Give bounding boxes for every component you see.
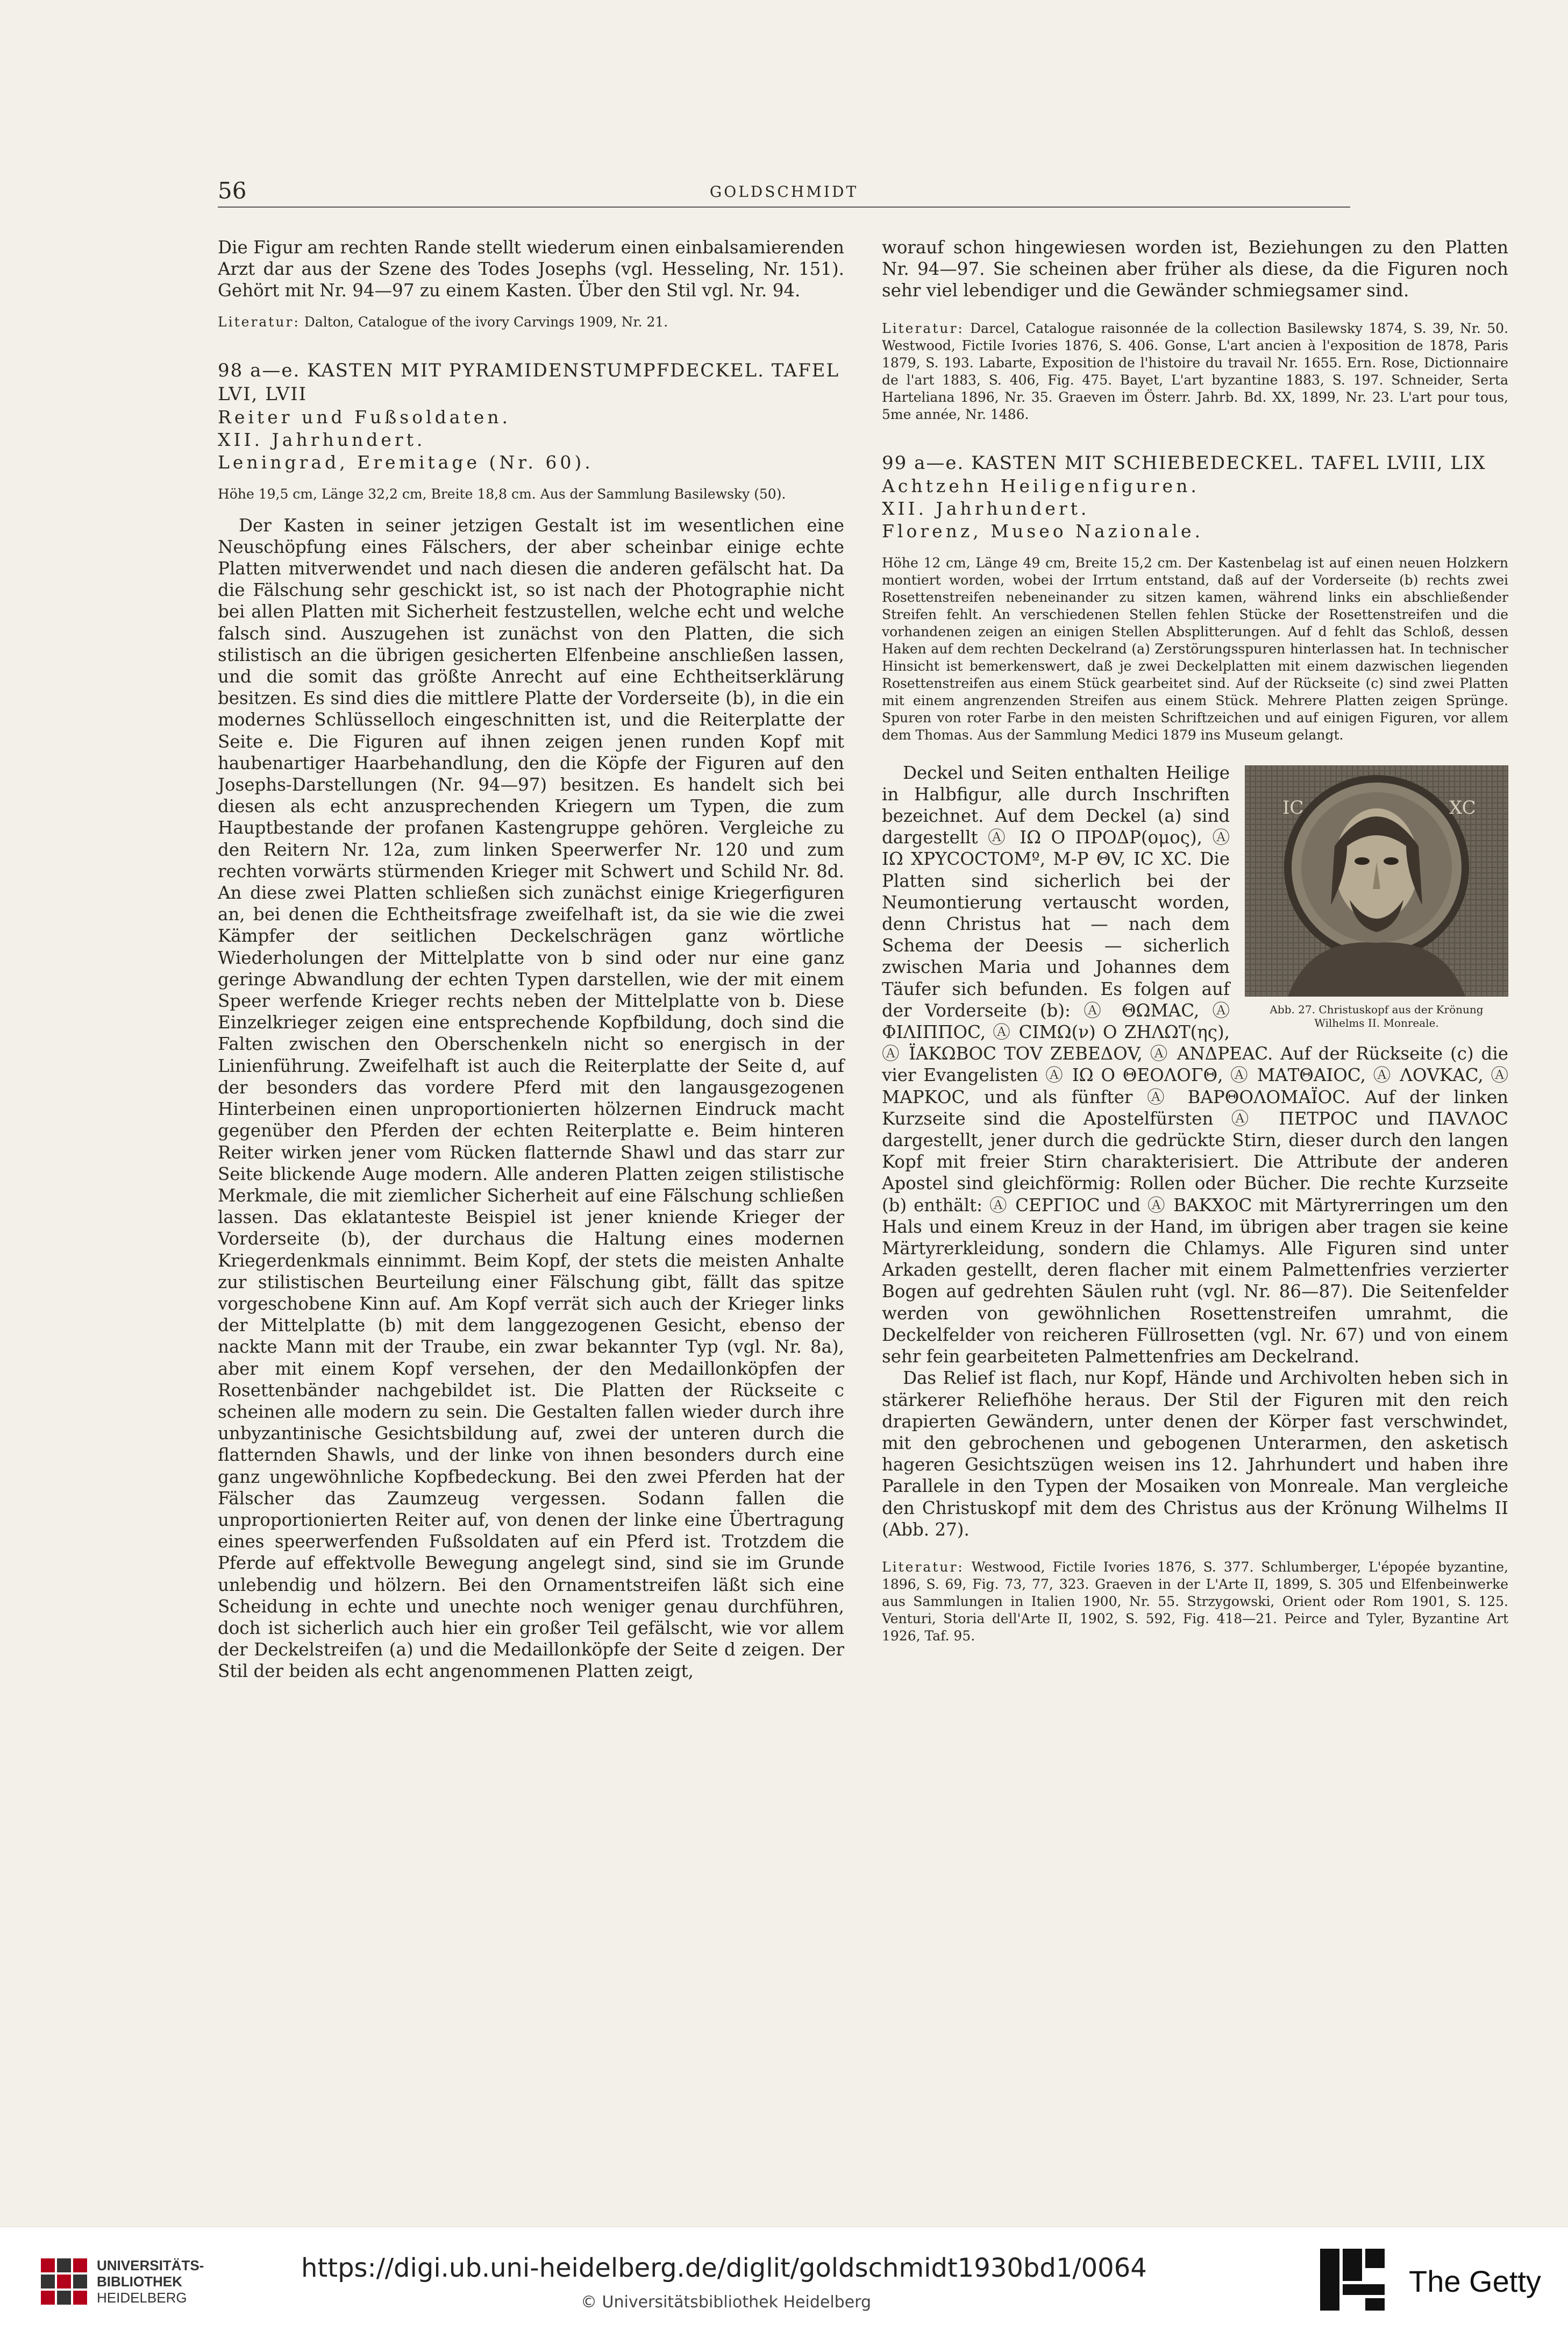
literature-text: Westwood, Fictile Ivories 1876, S. 377. Schlumberger, L'épopée byzantine, 1896, S. 69, Fig. 73, 77, 323. Graeven in der L'Arte II, 1899, S. 305 und Elfenbeinwerke aus Sammlungen in Italien 1900, Nr. 55. Strzygowski, Orient oder Rom 1901, S. 125. Venturi, Storia dell'Arte II, 1902, S. 592, Fig. 418—21. Peirce and Tyler, Byzantine Art 1926, Taf. 95. <box>882 1559 1509 1644</box>
literature-text: Darcel, Catalogue raisonnée de la collection Basilewsky 1874, S. 39, Nr. 50. Westwood, Fictile Ivories 1876, S. 406. Gonse, L'art ancien à l'exposition de 1878, Paris 1879, S. 193. Labarte, Exposition de l'histoire du travail Nr. 1655. Ern. Rose, Dictionnaire de l'art 1883, S. 406, Fig. 475. Bayet, L'art byzantine 1883, S. 197. Schneider, Serta Harteliana 1896, Nr. 35. Graeven im Österr. Jahrb. Bd. XX, 1899, Nr. 23. L'art pour tous, 5me année, Nr. 1486. <box>882 320 1508 422</box>
mosaic-image <box>1245 765 1508 997</box>
header-rule <box>218 207 1350 208</box>
literature-text: Dalton, Catalogue of the ivory Carvings 1909, Nr. 21. <box>304 314 668 330</box>
literature-label: Literatur: <box>218 314 300 330</box>
literature-99 <box>882 1559 1508 1645</box>
library-name-line3: HEIDELBERG <box>97 2290 187 2306</box>
intro-paragraph: Die Figur am rechten Rande stellt wiederum einen einbalsamierenden Arzt dar aus der Szene des Todes Josephs (vgl. Hesseling, Nr. 151). Gehört mit Nr. 94—97 zu einem Kasten. Über den Stil vgl. Nr. 94. <box>218 237 844 301</box>
svg-text:XC: XC <box>1449 797 1476 819</box>
literature-98 <box>882 320 1508 423</box>
right-column <box>882 237 1508 1645</box>
entry-99-title: 99 a—e. KASTEN MIT SCHIEBEDECKEL. TAFEL LVIII, LIX <box>882 452 1486 474</box>
library-name-line1: UNIVERSITÄTS- <box>97 2257 204 2273</box>
literature-label: Literatur: <box>882 320 964 336</box>
figure-christ-mosaic <box>1245 765 1508 1030</box>
entry-99-location: Florenz, Museo Nazionale. <box>882 520 1203 542</box>
literature-97 <box>218 314 844 331</box>
library-name <box>97 2257 204 2306</box>
entry-99-subject: Achtzehn Heiligenfiguren. <box>882 475 1200 496</box>
library-name-line2: BIBLIOTHEK <box>97 2273 182 2290</box>
figure-caption: Abb. 27. Christuskopf aus der Krönung Wilhelms II. Monreale. <box>1270 1003 1484 1029</box>
copyright-notice: © Universitätsbibliothek Heidelberg <box>581 2293 872 2312</box>
entry-98-dimensions: Höhe 19,5 cm, Länge 32,2 cm, Breite 18,8 cm. Aus der Sammlung Basilewsky (50). <box>218 486 786 502</box>
entry-98-subject: Reiter und Fußsoldaten. <box>218 406 511 428</box>
entry-98-title: 98 a—e. KASTEN MIT PYRAMIDENSTUMPFDECKEL. TAFEL LVI, LVII <box>218 359 840 405</box>
literature-label: Literatur: <box>882 1559 964 1575</box>
viewer-footer <box>0 2227 1568 2331</box>
entry-99-dimensions: Höhe 12 cm, Länge 49 cm, Breite 15,2 cm. Der Kastenbelag ist auf einen neuen Holzkern montiert worden, wobei der Irrtum entstand, daß auf der Vorderseite (b) rechts zwei Rosettenstreifen nebeneinander zu sitzen kamen, während links ein abschließender Streifen fehlt. An verschiedenen Stellen fehlen Stücke der Rosettenstreifen und die vorhandenen zeigen an einigen Stellen Absplitterungen. Auf d fehlt das Schloß, dessen Haken auf dem rechten Deckelrand (a) Zerstörungsspuren hinterlassen hat. In technischer Hinsicht ist bemerkenswert, daß je zwei Deckelplatten mit einem dazwischen liegenden Rosettenstreifen aus einem Stück gearbeitet sind. Auf der Rückseite (c) sind zwei Platten mit einem angrenzenden Streifen aus einem Stück. Mehrere Platten zeigen Sprünge. Spuren von roter Farbe in den meisten Schriftzeichen und auf einigen Figuren, vor allem dem Thomas. Aus der Sammlung Medici 1879 ins Museum gelangt. <box>882 555 1508 743</box>
page-number: 56 <box>218 177 247 204</box>
running-head <box>218 177 1350 204</box>
entry-99-body-1: Deckel und Seiten enthalten Heilige in Halbfigur, alle durch Inschriften bezeichnet. Auf dem Deckel (a) sind dargestellt Ⓐ ΙΩ Ο ΠΡΟΔΡ(ομος), Ⓐ ΙΩ ΧΡΥCΟCΤΟΜº, Μ-Ρ ΘV, ΙC ΧC. Die Platten sind sicherlich bei der Neumontierung vertauscht worden, denn Christus hat — nach dem Schema der Deesis — sicherlich zwischen Maria und Johannes dem Täufer sich befunden. Es folgen auf der Vorderseite (b): Ⓐ ΘΩΜΑC, Ⓐ ΦΙΛΙΠΠΟC, Ⓐ CΙΜΩ(ν) Ο ΖΗΛΩΤ(ης), Ⓐ ΪΑΚΩΒΟC ΤΟV ΖΕΒΕΔΟV, Ⓐ ΑΝΔΡΕΑC. Auf der Rückseite (c) die vier Evangelisten Ⓐ ΙΩ Ο ΘΕΟΛΟΓΘ, Ⓐ ΜΑΤΘΑΙΟC, Ⓐ ΛΟVΚΑC, Ⓐ ΜΑΡΚΟC, und als fünfter Ⓐ ΒΑΡΘΟΛΟΜΑΪΟC. Auf der linken Kurzseite sind die Apostelfürsten Ⓐ ΠΕΤΡΟC und ΠΑVΛΟC dargestellt, jener durch die gedrückte Stirn, dieser durch den langen Kopf mit freier Stirn charakterisiert. Die Attribute der anderen Apostel sind gleichförmig: Rollen oder Bücher. Die rechte Kurzseite (b) enthält: Ⓐ CΕΡΓΙΟC und Ⓐ ΒΑΚΧΟC mit Märtyrerringen um den Hals und einem Kreuz in der Hand, im übrigen aber tragen sie keine Märtyrerkleidung, sondern die Chlamys. Alle Figuren sind unter Arkaden gestellt, deren flacher mit einem Palmettenfries verzierter Bogen auf gedrehten Säulen ruht (vgl. Nr. 86—87). Die Seitenfelder werden von gewöhnlichen Rosettenstreifen umrahmt, die Deckelfelder von reicheren Füllrosetten (vgl. Nr. 67) und von einem sehr fein gearbeiteten Palmettenfries am Deckelrand. <box>882 762 1508 1367</box>
university-library-logo-icon <box>31 2249 96 2313</box>
continuation-paragraph: worauf schon hingewiesen worden ist, Beziehungen zu den Platten Nr. 94—97. Sie scheinen aber früher als diese, da die Figuren noch sehr viel lebendiger und die Gewänder schmiegsamer sind. <box>882 237 1508 301</box>
svg-text:IC: IC <box>1282 797 1304 819</box>
getty-name: The Getty <box>1409 2264 1541 2298</box>
entry-98-date: XII. Jahrhundert. <box>218 429 426 450</box>
permalink-url[interactable]: https://digi.ub.uni-heidelberg.de/diglit/goldschmidt1930bd1/0064 <box>301 2253 1147 2283</box>
getty-logo-icon <box>1315 2243 1390 2316</box>
running-title: GOLDSCHMIDT <box>709 183 859 201</box>
entry-99-body-2: Das Relief ist flach, nur Kopf, Hände und Archivolten heben sich in stärkerer Reliefhöhe heraus. Der Stil der Figuren mit den reich drapierten Gewändern, unter denen der Körper fast verschwindet, mit den gebrochenen und gebogenen Unterarmen, den asketisch hageren Gesichtszügen weisen ins 12. Jahrhundert und haben ihre Parallele in den Typen der Mosaiken von Monreale. Man vergleiche den Christuskopf mit dem des Christus aus der Krönung Wilhelms II (Abb. 27). <box>882 1368 1508 1540</box>
left-column <box>218 237 844 1682</box>
entry-98-body: Der Kasten in seiner jetzigen Gestalt ist im wesentlichen eine Neuschöpfung eines Fälschers, der aber scheinbar einige echte Platten mitverwendet und nach diesen die anderen gefälscht hat. Da die Fälschung sehr geschickt ist, so ist nach der Photographie nicht bei allen Platten mit Sicherheit festzustellen, welche echt und welche falsch sind. Auszugehen ist zunächst von den Platten, die sich stilistisch an die übrigen gesicherten Elfenbeine anschließen lassen, und die somit das größte Anrecht auf eine Echtheitserklärung besitzen. Es sind dies die mittlere Platte der Vorderseite (b), in die ein modernes Schlüsselloch eingeschnitten ist, und die Reiterplatte der Seite e. Die Figuren auf ihnen zeigen jenen runden Kopf mit haubenartiger Haarbehandlung, den die Köpfe der Figuren auf den Josephs-Darstellungen (Nr. 94—97) besitzen. Es handelt sich bei diesen als echt anzusprechenden Kriegern um Typen, die zum Hauptbestande der profanen Kastengruppe gehören. Vergleiche zu den Reitern Nr. 12a, zum linken Speerwerfer Nr. 120 und zum rechten vorwärts stürmenden Krieger mit Schwert und Schild Nr. 8d. An diese zwei Platten schließen sich zunächst einige Kriegerfiguren an, bei denen die Echtheitsfrage zweifelhaft ist, da sie wie die zwei Kämpfer der seitlichen Deckelschrägen ganz wörtliche Wiederholungen der Mittelplatte von b sind oder nur eine ganz geringe Abwandlung der echten Typen darstellen, wie der mit einem Speer werfende Krieger rechts neben der Mittelplatte von b. Diese Einzelkrieger zeigen eine entsprechende Kopfbildung, doch sind die Falten zwischen den Oberschenkeln nicht so energisch in der Linienführung. Zweifelhaft ist auch die Reiterplatte der Seite d, auf der besonders das vordere Pferd mit den langausgezogenen Hinterbeinen einen unproportionierten hölzernen Eindruck macht gegenüber den Pferden der echten Reiterplatte e. Beim hinteren Reiter wirken jener vom Rücken flatternde Shawl und das starr zur Seite blickende Auge modern. Alle anderen Platten zeigen stilistische Merkmale, die mit ziemlicher Sicherheit auf eine Fälschung schließen lassen. Das eklatanteste Beispiel ist jener kniende Krieger der Vorderseite (b), der durchaus die Haltung eines modernen Kriegerdenkmals einnimmt. Beim Kopf, der stets die meisten Anhalte zur stilistischen Beurteilung einer Fälschung gibt, fällt das spitze vorgeschobene Kinn auf. Am Kopf verrät sich auch der Krieger links der Mittelplatte (b) mit dem langgezogenen Gesicht, ebenso der nackte Mann mit der Traube, ein zwar bekannter Typ (vgl. Nr. 8a), aber mit einem Kopf versehen, der den Medaillonköpfen der Rosettenbänder nachgebildet ist. Die Platten der Rückseite c scheinen alle modern zu sein. Die Gestalten fallen wieder durch ihre unbyzantinische Gesichtsbildung auf, zwei der unteren durch die flatternden Shawls, und der linke von ihnen besonders durch eine ganz ungewöhnliche Kopfbedeckung. Bei den zwei Pferden hat der Fälscher das Zaumzeug vergessen. Sodann fallen die unproportionierten Reiter auf, von denen der linke eine Übertragung eines speerwerfenden Fußsoldaten auf ein Pferd ist. Trotzdem die Pferde auf effektvolle Bewegung angelegt sind, sind sie im Grunde unlebendig und hölzern. Bei den Ornamentstreifen läßt sich eine Scheidung in echte und unechte noch weniger genau durchführen, doch ist sicherlich auch hier ein großer Teil gefälscht, wie vor allem der Deckelstreifen (a) und die Medaillonköpfe der Seite d zeigen. Der Stil der beiden als echt angenommenen Platten zeigt, <box>218 515 844 1682</box>
entry-99-date: XII. Jahrhundert. <box>882 498 1090 519</box>
entry-98-location: Leningrad, Eremitage (Nr. 60). <box>218 451 594 473</box>
christ-head-mosaic-illustration <box>1245 765 1508 997</box>
